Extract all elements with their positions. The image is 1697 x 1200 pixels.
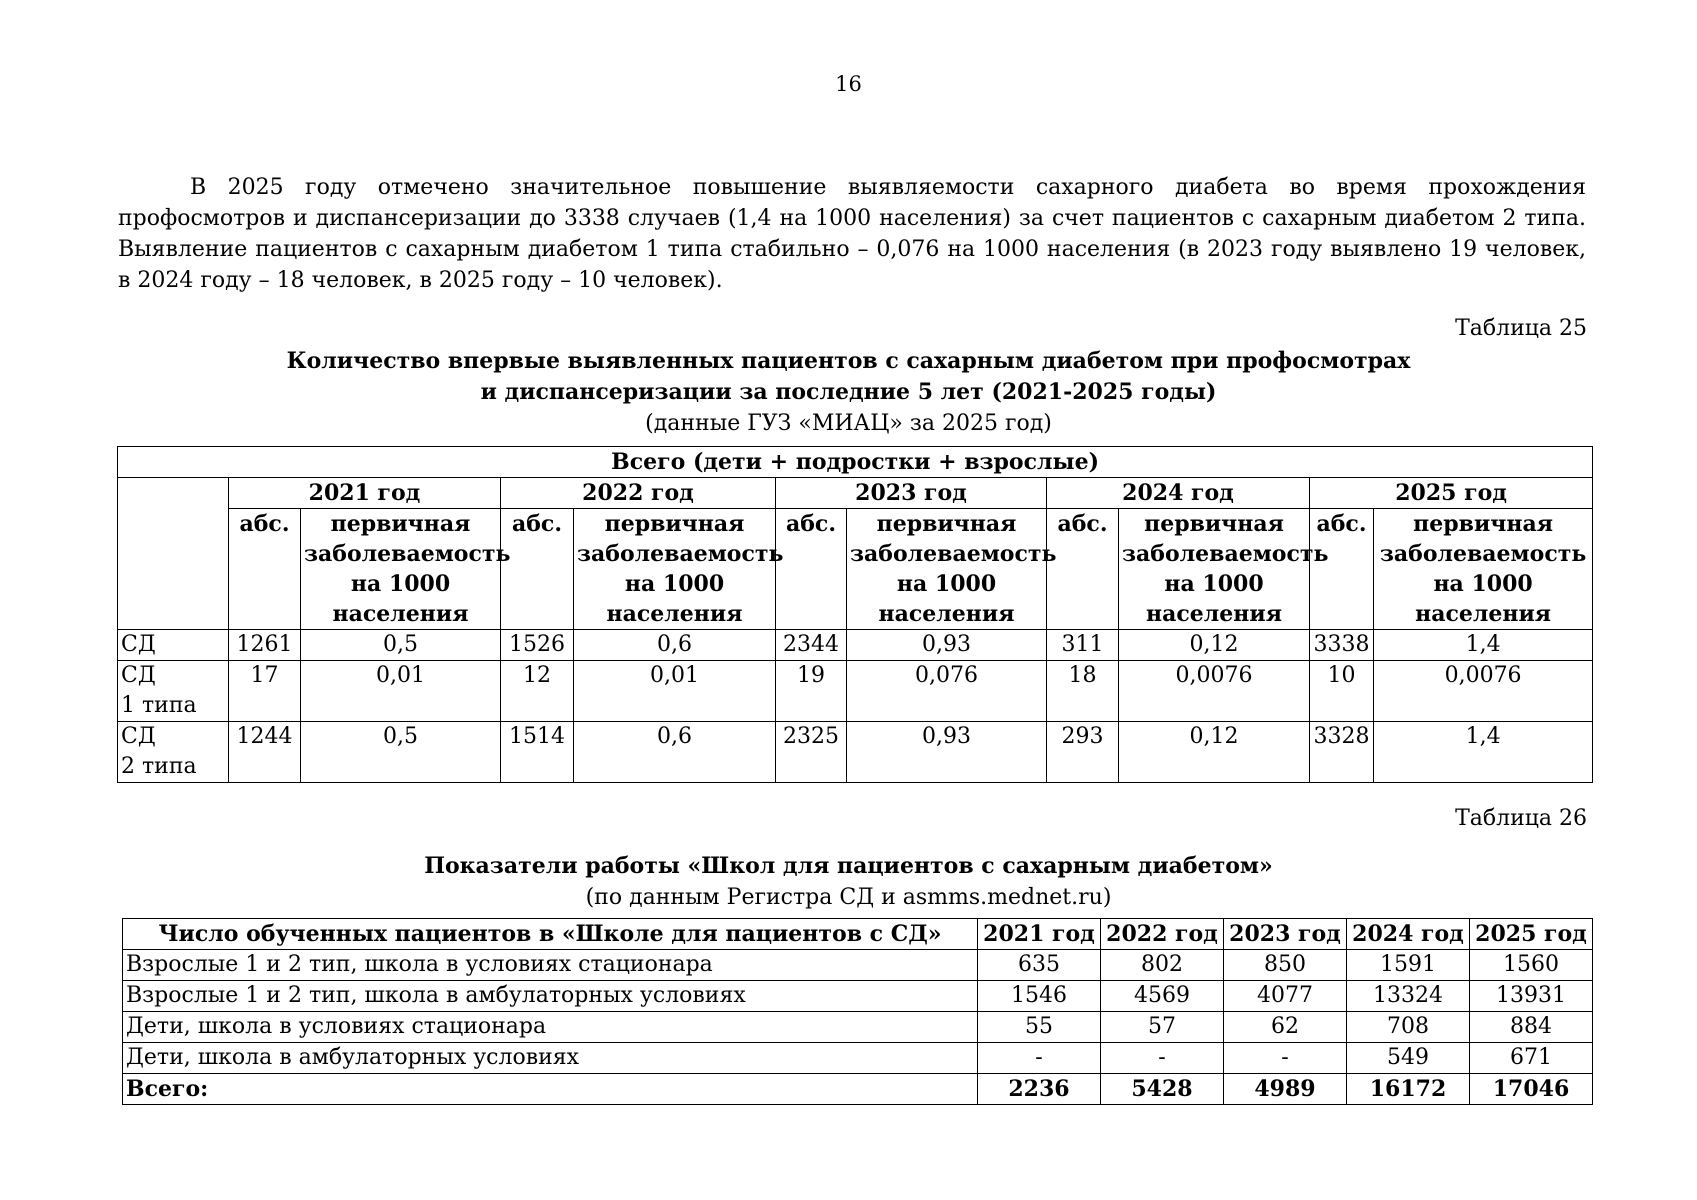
table25-cell: 293 (1047, 722, 1119, 783)
table25-row-label (118, 661, 229, 722)
table25-title (0, 346, 1697, 439)
table26-cell: 1560 (1470, 950, 1593, 981)
table25-rate-header-line: первичная (1144, 511, 1284, 537)
table25-abs-header: абс. (501, 509, 574, 630)
table26-cell: 635 (978, 950, 1101, 981)
table25-rate-header-line: населения (878, 601, 1015, 627)
table26-row-label: Дети, школа в условиях стационара (123, 1012, 978, 1043)
table25-group-header: Всего (дети + подростки + взрослые) (118, 447, 1593, 478)
table25-cell: 17 (229, 661, 301, 722)
table25-cell: 0,076 (847, 661, 1047, 722)
table26-total-row (123, 1074, 1593, 1105)
table26-title-block (0, 851, 1697, 913)
table26-cell: 4569 (1101, 981, 1224, 1012)
table25-rate-header-line: на 1000 (896, 571, 997, 597)
table25-row-label-line2: 2 типа (121, 754, 197, 779)
table25-source: (данные ГУЗ «МИАЦ» за 2025 год) (645, 411, 1052, 436)
table-row (123, 1043, 1593, 1074)
table26-source: (по данным Регистра СД и asmms.mednet.ru) (585, 885, 1112, 910)
table25-rate-header-line: заболеваемость (304, 541, 511, 567)
table26-cell: - (1101, 1043, 1224, 1074)
table25-year-2022: 2022 год (501, 478, 776, 509)
table25-rate-header-line: на 1000 (350, 571, 451, 597)
table25-rate-header-line: первичная (604, 511, 745, 537)
table25 (117, 446, 1593, 783)
table25-cell: 311 (1047, 630, 1119, 661)
table25-cell: 2344 (776, 630, 847, 661)
table25-rate-header (847, 509, 1057, 630)
table26 (122, 918, 1593, 1105)
table25-cell: 0,0076 (1374, 661, 1593, 722)
table26-cell: 13324 (1347, 981, 1470, 1012)
table25-abs-header: абс. (776, 509, 847, 630)
table25-rate-header-line: на 1000 (1164, 571, 1264, 597)
table25-cell: 0,5 (301, 630, 501, 661)
table25-cell: 0,12 (1119, 630, 1310, 661)
table25-rate-header-line: населения (332, 601, 469, 627)
table25-abs-header: абс. (1310, 509, 1374, 630)
table26-cell: 2025 год (1470, 919, 1593, 950)
table25-rate-header (1119, 509, 1329, 630)
table25-rate-header-line: населения (1415, 601, 1552, 627)
table25-rate-header-line: на 1000 (1433, 571, 1533, 597)
table26-cell: 4989 (1224, 1074, 1347, 1105)
table26-cell: 55 (978, 1012, 1101, 1043)
page-number: 16 (835, 72, 862, 96)
table25-group-header-row (118, 447, 1593, 478)
table25-year-2023: 2023 год (776, 478, 1047, 509)
table25-years-row (118, 478, 1593, 509)
table25-cell: 0,93 (847, 630, 1047, 661)
table26-cell: - (1224, 1043, 1347, 1074)
table25-cell: 1244 (229, 722, 301, 783)
table26-cell: 884 (1470, 1012, 1593, 1043)
table25-rate-header-line: населения (606, 601, 743, 627)
table25-row-label (118, 722, 229, 783)
table25-cell: 0,93 (847, 722, 1047, 783)
table-row (123, 981, 1593, 1012)
table26-cell: 1546 (978, 981, 1101, 1012)
table25-rate-header-line: заболеваемость (1122, 541, 1329, 567)
table25-cell: 1526 (501, 630, 574, 661)
table26-row-label: Всего: (123, 1074, 978, 1105)
table25-cell: 0,01 (301, 661, 501, 722)
table26-cell: 17046 (1470, 1074, 1593, 1105)
table26-header-row (123, 919, 1593, 950)
table25-cell: 0,6 (574, 722, 776, 783)
table25-row-label-line1: СД (121, 632, 156, 657)
table25-cell: 19 (776, 661, 847, 722)
table26-cell: 5428 (1101, 1074, 1224, 1105)
table26-cell: 2024 год (1347, 919, 1470, 950)
table26-label: Таблица 26 (1455, 806, 1587, 831)
table25-cell: 0,01 (574, 661, 776, 722)
intro-paragraph: В 2025 году отмечено значительное повышение выявляемости сахарного диабета во время прохождения профосмотров и диспансеризации до 3338 случаев (1,4 на 1000 населения) за счет пациентов с сахарным диабетом 2 типа. Выявление пациентов с сахарным диабетом 1 типа стабильно – 0,076 на 1000 населения (в 2023 году выявлено 19 человек, в 2024 году – 18 человек, в 2025 году – 10 человек). (118, 175, 1586, 293)
table25-cell: 3338 (1310, 630, 1374, 661)
table26-cell: 850 (1224, 950, 1347, 981)
table25-rate-header-line: заболеваемость (1379, 541, 1587, 567)
table26-row-label: Число обученных пациентов в «Школе для пациентов с СД» (123, 919, 978, 950)
table25-cell: 0,5 (301, 722, 501, 783)
table25-title-line2: и диспансеризации за последние 5 лет (2021-2025 годы) (480, 379, 1217, 405)
table25-rate-header-line: первичная (330, 511, 471, 537)
table26-cell: 671 (1470, 1043, 1593, 1074)
table25-rate-header-line: на 1000 (624, 571, 725, 597)
table-row (123, 950, 1593, 981)
table26-cell: 2021 год (978, 919, 1101, 950)
table25-cell: 2325 (776, 722, 847, 783)
table25-cell: 1,4 (1374, 630, 1593, 661)
table26-cell: 16172 (1347, 1074, 1470, 1105)
table25-cell: 0,0076 (1119, 661, 1310, 722)
table26-cell: 57 (1101, 1012, 1224, 1043)
table25-cell: 12 (501, 661, 574, 722)
table25-rate-header-line: первичная (1413, 511, 1553, 537)
table26-row-label: Взрослые 1 и 2 тип, школа в амбулаторных условиях (123, 981, 978, 1012)
table25-cell: 18 (1047, 661, 1119, 722)
table-row (123, 1012, 1593, 1043)
table25-row-label (118, 630, 229, 661)
table26-cell: - (978, 1043, 1101, 1074)
table25-abs-header: абс. (1047, 509, 1119, 630)
table25-abs-header: абс. (229, 509, 301, 630)
table25-subheader-row (118, 509, 1593, 630)
table26-cell: 2023 год (1224, 919, 1347, 950)
table25-cell: 1514 (501, 722, 574, 783)
table26-cell: 2022 год (1101, 919, 1224, 950)
table25-rate-header (1374, 509, 1593, 630)
table25-label: Таблица 25 (1455, 316, 1587, 341)
table25-rate-header-line: населения (1146, 601, 1282, 627)
table26-cell: 708 (1347, 1012, 1470, 1043)
table-row (118, 722, 1593, 783)
table25-title-line1: Количество впервые выявленных пациентов с сахарным диабетом при профосмотрах (286, 348, 1411, 374)
table26-cell: 13931 (1470, 981, 1593, 1012)
table25-cell: 0,6 (574, 630, 776, 661)
table25-rate-header-line: заболеваемость (850, 541, 1057, 567)
table26-cell: 549 (1347, 1043, 1470, 1074)
table26-cell: 802 (1101, 950, 1224, 981)
table25-rate-header (574, 509, 784, 630)
table26-cell: 62 (1224, 1012, 1347, 1043)
table25-row-label-line2: 1 типа (121, 693, 197, 718)
table26-row-label: Взрослые 1 и 2 тип, школа в условиях стационара (123, 950, 978, 981)
table26-title: Показатели работы «Школ для пациентов с сахарным диабетом» (424, 853, 1273, 879)
table25-row-label-line1: СД (121, 663, 156, 688)
table25-cell: 1261 (229, 630, 301, 661)
table-row (118, 661, 1593, 722)
table25-cell: 1,4 (1374, 722, 1593, 783)
table-row (118, 630, 1593, 661)
table25-cell: 10 (1310, 661, 1374, 722)
table25-corner-cell (118, 478, 229, 630)
table25-rate-header (301, 509, 511, 630)
table25-rate-header-line: заболеваемость (577, 541, 784, 567)
table26-cell: 1591 (1347, 950, 1470, 981)
table26-cell: 4077 (1224, 981, 1347, 1012)
table25-row-label-line1: СД (121, 724, 156, 749)
table26-row-label: Дети, школа в амбулаторных условиях (123, 1043, 978, 1074)
table25-year-2025: 2025 год (1310, 478, 1593, 509)
table25-cell: 0,12 (1119, 722, 1310, 783)
table25-cell: 3328 (1310, 722, 1374, 783)
table25-rate-header-line: первичная (876, 511, 1017, 537)
table26-cell: 2236 (978, 1074, 1101, 1105)
table25-year-2024: 2024 год (1047, 478, 1310, 509)
table25-year-2021: 2021 год (229, 478, 501, 509)
